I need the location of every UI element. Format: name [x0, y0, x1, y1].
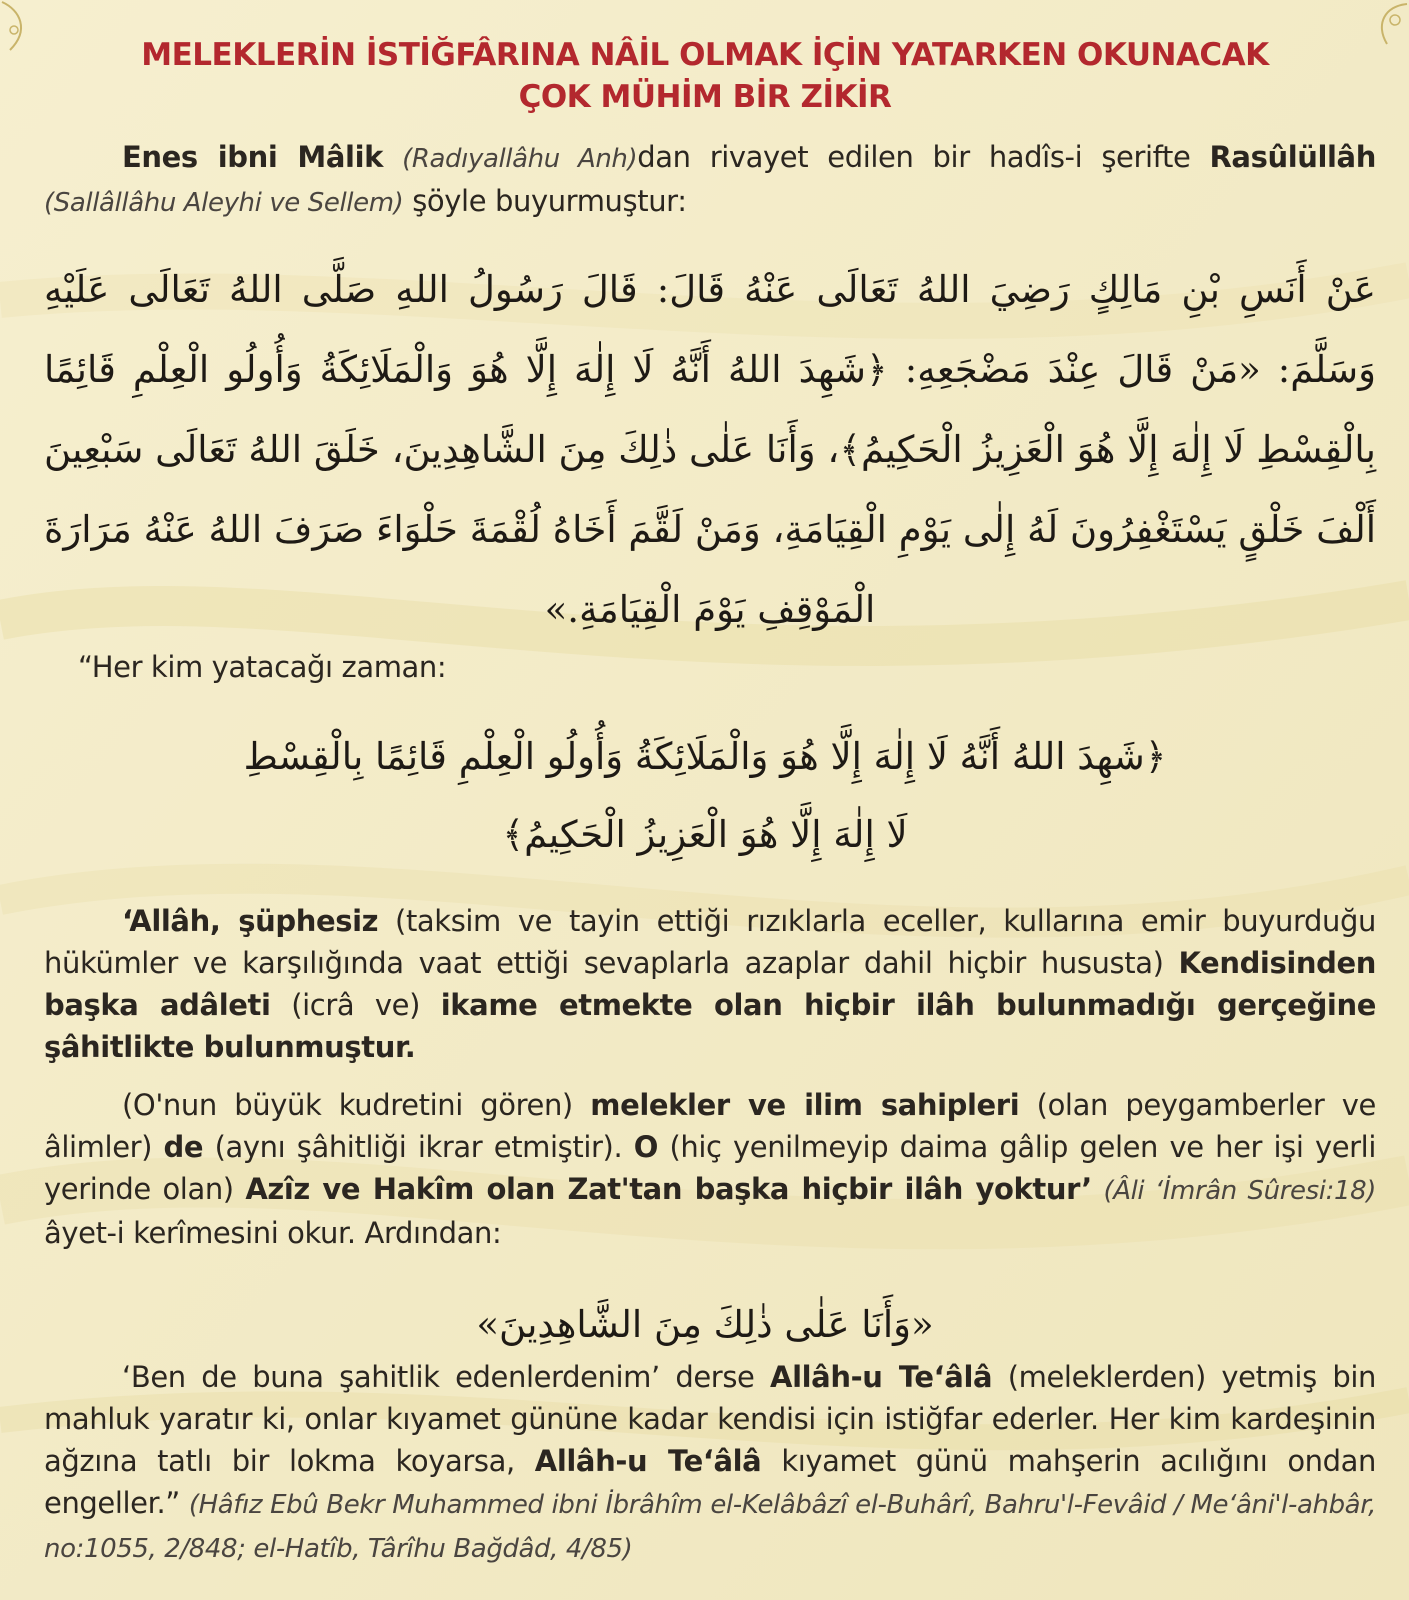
- conclusion-paragraph: [44, 1356, 1376, 1570]
- hadith-arabic-text: عَنْ أَنَسِ بْنِ مَالِكٍ رَضِيَ اللهُ تَعَالَى عَنْهُ قَالَ: قَالَ رَسُولُ اللهِ صَلَّى اللهُ تَعَالَى عَلَيْهِ وَسَلَّمَ: «مَنْ قَالَ عِنْدَ مَضْجَعِهِ: ﴿شَهِدَ اللهُ أَنَّهُ لَا إِلٰهَ إِلَّا هُوَ وَالْمَلَائِكَةُ وَأُولُو الْعِلْمِ قَائِمًا بِالْقِسْطِ لَا إِلٰهَ إِلَّا هُوَ الْعَزِيزُ الْحَكِيمُ﴾، وَأَنَا عَلٰى ذٰلِكَ مِنَ الشَّاهِدِينَ، خَلَقَ اللهُ تَعَالَى سَبْعِينَ أَلْفَ خَلْقٍ يَسْتَغْفِرُونَ لَهُ إِلٰى يَوْمِ الْقِيَامَةِ، وَمَنْ لَقَّمَ أَخَاهُ لُقْمَةَ حَلْوَاءَ صَرَفَ اللهُ عَنْهُ مَرَارَةَ الْمَوْقِفِ يَوْمَ الْقِيَامَةِ.»: [44, 268, 1376, 631]
- conclusion-text-3: kıyamet günü mahşerin acılığını ondan engeller.”: [44, 1444, 1377, 1520]
- her-kim-text: “Her kim yatacağı zaman:: [78, 650, 447, 684]
- narrator-honorific: (Radıyallâhu Anh): [402, 144, 638, 174]
- corner-ornament-left-icon: [0, 0, 40, 60]
- translation2-text-3: (aynı şâhitliği ikrar etmiştir).: [214, 1130, 623, 1164]
- translation1-bold-3: ikame etmekte olan hiçbir ilâh bulunmadığı gerçeğine şâhitlikte bulunmuştur.: [44, 988, 1376, 1064]
- narrator-name: Enes ibni Mâlik: [122, 140, 383, 174]
- translation2-bold-4: Azîz ve Hakîm olan Zat'tan başka hiçbir ilâh yoktur’: [245, 1172, 1092, 1206]
- translation2-text-2: (olan peygamberler ve âlimler): [44, 1088, 1376, 1164]
- verse-arabic-line-2: لَا إِلٰهَ إِلَّا هُوَ الْعَزِيزُ الْحَكِيمُ﴾: [502, 813, 908, 856]
- translation-paragraph-2: [44, 1084, 1376, 1254]
- translation2-text-1: (O'nun büyük kudretini gören): [122, 1088, 573, 1122]
- translation2-bold-3: O: [633, 1130, 658, 1164]
- translation1-bold-2: Kendisinden başka adâleti: [44, 946, 1376, 1022]
- verse-arabic-line-1: ﴿شَهِدَ اللهُ أَنَّهُ لَا إِلٰهَ إِلَّا هُوَ وَالْمَلَائِكَةُ وَأُولُو الْعِلْمِ قَائِمًا بِالْقِسْطِ: [243, 735, 1167, 778]
- translation1-text-2: (icrâ ve): [291, 988, 421, 1022]
- ana-arabic-text: «وَأَنَا عَلٰى ذٰلِكَ مِنَ الشَّاهِدِينَ»: [476, 1303, 934, 1346]
- conclusion-text-2: (meleklerden) yetmiş bin mahluk yaratır ki, onlar kıyamet gününe kadar kendisi için istiğfar ederler. Her kim kardeşinin ağzına tatlı bir lokma koyarsa,: [44, 1360, 1376, 1478]
- translation-paragraph-1: [44, 900, 1376, 1068]
- her-kim-line: [78, 646, 1409, 688]
- intro-text-2: şöyle buyurmuştur:: [412, 184, 687, 218]
- prophet-name: Rasûlüllâh: [1209, 140, 1376, 174]
- prophet-honorific: (Sallâllâhu Aleyhi ve Sellem): [44, 188, 404, 218]
- title-line-2: ÇOK MÜHİM BİR ZİKİR: [518, 79, 892, 115]
- translation1-bold-1: ‘Allâh, şüphesiz: [122, 904, 379, 938]
- verse-arabic: [100, 718, 1310, 874]
- translation2-text-4: (hiç yenilmeyip daima gâlip gelen ve her işi yerli yerinde olan): [44, 1130, 1376, 1206]
- translation1-text-1: (taksim ve tayin ettiği rızıklarla eceller, kullarına emir buyurduğu hükümler ve karşılığında vaat ettiği sevaplarla azaplar dahil hiçbir hususta): [44, 904, 1376, 980]
- conclusion-reference: (Hâfız Ebû Bekr Muhammed ibni İbrâhîm el-Kelâbâzî el-Buhârî, Bahru'l-Fevâid / Me‘âni'l-ahbâr, no:1055, 2/848; el-Hatîb, Târîhu Bağdâd, 4/85): [44, 1490, 1376, 1564]
- translation2-bold-1: melekler ve ilim sahipleri: [590, 1088, 1020, 1122]
- translation2-reference: (Âli ‘İmrân Sûresi:18): [1103, 1176, 1376, 1206]
- intro-paragraph: [44, 136, 1376, 224]
- intro-text-1: dan rivayet edilen bir hadîs-i şerifte: [637, 140, 1191, 174]
- corner-ornament-right-icon: [1365, 0, 1409, 50]
- conclusion-bold-2: Allâh-u Te‘âlâ: [534, 1444, 762, 1478]
- translation2-text-5: âyet-i kerîmesini okur. Ardından:: [44, 1216, 502, 1250]
- conclusion-text-1: ‘Ben de buna şahitlik edenlerdenim’ derse: [122, 1360, 755, 1394]
- page-title: [100, 34, 1310, 118]
- conclusion-bold-1: Allâh-u Te‘âlâ: [770, 1360, 993, 1394]
- title-line-1: MELEKLERİN İSTİĞFÂRINA NÂİL OLMAK İÇİN YATARKEN OKUNACAK: [141, 37, 1269, 73]
- translation2-bold-2: de: [163, 1130, 204, 1164]
